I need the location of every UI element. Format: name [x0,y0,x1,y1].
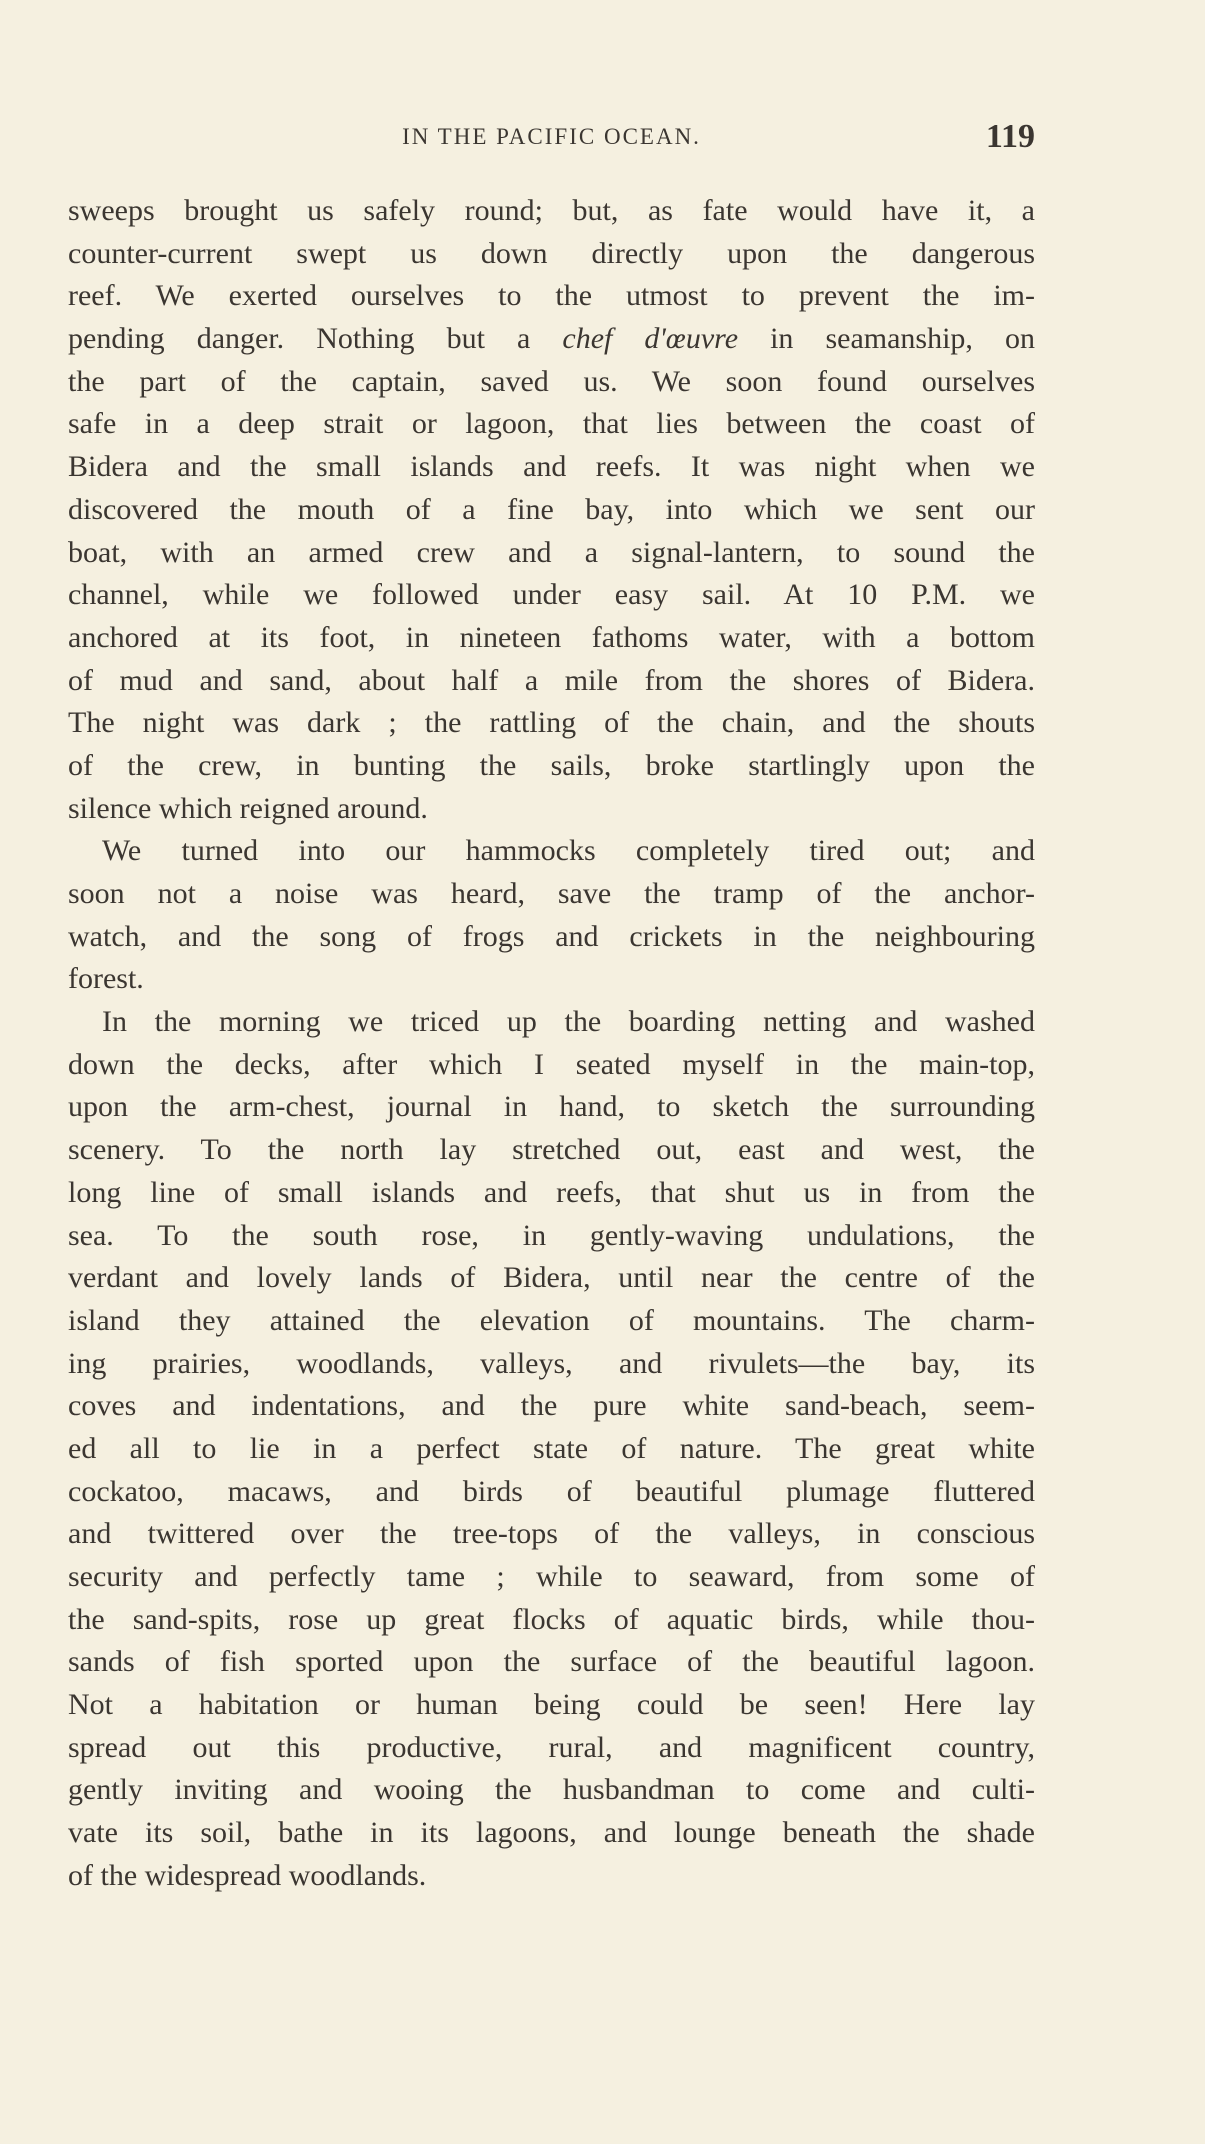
line-text: down the decks, after which I seated myself in the main-top, [68,1047,1035,1081]
text-line [68,1172,1035,1215]
italic-phrase: chef d'œuvre [562,322,739,356]
text-line [68,1641,1035,1684]
page-number: 119 [985,118,1035,155]
text-line [68,873,1035,916]
line-text: channel, while we followed under easy sail. At 10 P.M. we [68,578,1035,612]
text-line [68,617,1035,660]
text-line [68,1385,1035,1428]
line-text: coves and indentations, and the pure white sand-beach, seem- [68,1389,1035,1423]
line-text: We turned into our hammocks completely tired out; and [102,834,1035,868]
text-line [68,660,1035,703]
text-line [68,1001,1035,1044]
line-text: reef. We exerted ourselves to the utmost to prevent the im- [68,279,1035,313]
line-text: of the widespread woodlands. [68,1858,427,1892]
line-text: spread out this productive, rural, and magnificent country, [68,1730,1035,1764]
text-line [68,1044,1035,1087]
text-line [68,489,1035,532]
line-text: of the crew, in bunting the sails, broke startlingly upon the [68,748,1035,782]
line-text: Bidera and the small islands and reefs. It was night when we [68,450,1035,484]
line-text: soon not a noise was heard, save the tramp of the anchor- [68,877,1035,910]
page-header [68,118,1035,158]
line-text: island they attained the elevation of mountains. The charm- [68,1303,1035,1337]
text-line [68,1343,1035,1386]
line-text: cockatoo, macaws, and birds of beautiful plumage fluttered [68,1474,1035,1508]
body-text [68,190,1035,1898]
line-text: anchored at its foot, in nineteen fathoms water, with a bottom [68,620,1035,654]
text-line [68,190,1035,233]
line-text: long line of small islands and reefs, that shut us in from the [68,1175,1035,1209]
text-line [68,361,1035,404]
text-line [68,830,1035,873]
line-text: watch, and the song of frogs and crickets in the neighbouring [68,919,1035,953]
line-text: the sand-spits, rose up great flocks of aquatic birds, while thou- [68,1602,1035,1636]
text-line [68,403,1035,446]
line-text: the part of the captain, saved us. We soon found ourselves [68,364,1035,398]
text-line [68,1428,1035,1471]
text-line [68,275,1035,318]
line-text: discovered the mouth of a fine bay, into which we sent our [68,492,1035,526]
text-line [68,1086,1035,1129]
line-text: pending danger. Nothing but a [68,322,563,356]
text-line [68,446,1035,489]
line-text: The night was dark ; the rattling of the chain, and the shouts [68,706,1035,740]
line-text: verdant and lovely lands of Bidera, until near the centre of the [68,1261,1035,1295]
text-line [68,1684,1035,1727]
line-text: upon the arm-chest, journal in hand, to sketch the surrounding [68,1090,1035,1124]
line-text: Not a habitation or human being could be seen! Here lay [68,1688,1035,1722]
line-text: security and perfectly tame ; while to seaward, from some of [68,1560,1035,1593]
text-line [68,233,1035,276]
text-line [68,1513,1035,1556]
text-line [68,1257,1035,1300]
line-text: forest. [68,962,144,996]
text-line [68,916,1035,959]
text-line [68,1556,1035,1599]
line-text: In the morning we triced up the boarding netting and washed [102,1005,1035,1039]
text-line [68,1215,1035,1258]
text-line [68,1727,1035,1770]
line-text: ing prairies, woodlands, valleys, and rivulets—the bay, its [68,1346,1035,1380]
text-line [68,745,1035,788]
text-line [68,788,1035,831]
text-line [68,1300,1035,1343]
line-text: silence which reigned around. [68,791,428,825]
running-head: IN THE PACIFIC OCEAN. [402,124,701,149]
text-line [68,1855,1035,1898]
line-text: counter-current swept us down directly upon the dangerous [68,236,1035,270]
line-text: vate its soil, bathe in its lagoons, and lounge beneath the shade [68,1816,1035,1850]
line-text: safe in a deep strait or lagoon, that lies between the coast of [68,407,1035,441]
text-line [68,702,1035,745]
line-text: scenery. To the north lay stretched out, east and west, the [68,1133,1035,1167]
line-text: of mud and sand, about half a mile from the shores of Bidera. [68,663,1035,697]
line-text: boat, with an armed crew and a signal-lantern, to sound the [68,535,1035,569]
line-text-after: in seamanship, on [738,322,1035,356]
text-line [68,532,1035,575]
text-line [68,1599,1035,1642]
text-line [68,1471,1035,1514]
text-line [68,1769,1035,1812]
text-line [68,318,1035,361]
text-line [68,574,1035,617]
line-text: sweeps brought us safely round; but, as fate would have it, a [68,194,1035,227]
line-text: ed all to lie in a perfect state of nature. The great white [68,1431,1035,1465]
line-text: gently inviting and wooing the husbandman to come and culti- [68,1773,1035,1807]
line-text: and twittered over the tree-tops of the valleys, in conscious [68,1517,1035,1551]
line-text: sands of fish sported upon the surface of the beautiful lagoon. [68,1645,1035,1679]
line-text: sea. To the south rose, in gently-waving undulations, the [68,1218,1035,1252]
text-line [68,958,1035,1001]
text-line [68,1129,1035,1172]
text-line [68,1812,1035,1855]
